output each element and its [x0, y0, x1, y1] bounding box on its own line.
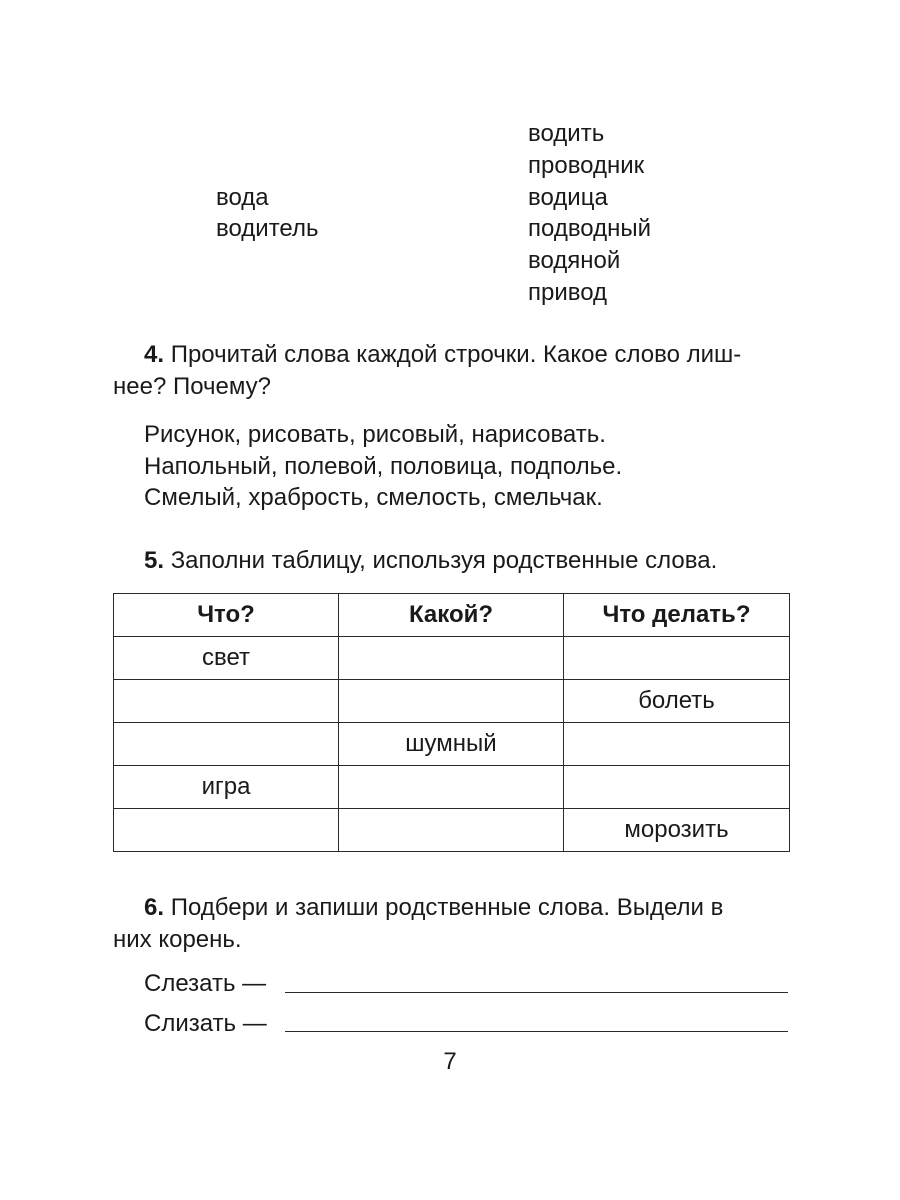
table-row — [114, 723, 790, 766]
task-text: Заполни таблицу, используя родственные слова. — [170, 547, 718, 574]
table-cell[interactable] — [339, 680, 564, 723]
table-cell[interactable] — [114, 723, 339, 766]
table-cell[interactable]: игра — [114, 766, 339, 809]
column-header: Какой? — [339, 594, 564, 637]
table-row — [114, 766, 790, 809]
column-header: Что? — [114, 594, 339, 637]
fill-label: Слезать — — [144, 970, 267, 997]
word-table — [113, 593, 790, 852]
page-number: 7 — [443, 1048, 457, 1075]
word-right: привод — [528, 279, 608, 306]
word-row: Напольный, полевой, половица, подполье. — [144, 453, 623, 480]
table-cell[interactable]: морозить — [564, 809, 790, 852]
task-6-instruction-line1 — [144, 892, 723, 924]
table-cell[interactable] — [114, 809, 339, 852]
task-number: 5. — [144, 547, 165, 574]
task-text: Подбери и запиши родственные слова. Выдели в — [170, 894, 724, 921]
table-cell[interactable] — [564, 637, 790, 680]
table-cell[interactable]: свет — [114, 637, 339, 680]
table-cell[interactable] — [339, 637, 564, 680]
task-number: 6. — [144, 894, 165, 921]
word-row: Рисунок, рисовать, рисовый, нарисовать. — [144, 421, 606, 448]
table-row — [114, 680, 790, 723]
table-row — [114, 809, 790, 852]
word-left: водитель — [216, 215, 319, 242]
table-cell[interactable] — [339, 809, 564, 852]
table-cell[interactable] — [114, 680, 339, 723]
table-cell[interactable]: шумный — [339, 723, 564, 766]
task-5-instruction — [144, 545, 717, 577]
answer-line[interactable] — [285, 1031, 788, 1032]
answer-line[interactable] — [285, 992, 788, 993]
column-header: Что делать? — [564, 594, 790, 637]
fill-label: Слизать — — [144, 1010, 267, 1037]
word-right: водяной — [528, 247, 621, 274]
table-row — [114, 637, 790, 680]
task-number: 4. — [144, 341, 165, 368]
task-4-instruction-line2: нее? Почему? — [113, 373, 272, 400]
table-cell[interactable] — [564, 766, 790, 809]
table-header-row — [114, 594, 790, 637]
word-right: подводный — [528, 215, 652, 242]
table-cell[interactable] — [339, 766, 564, 809]
table-cell[interactable]: болеть — [564, 680, 790, 723]
word-left: вода — [216, 184, 269, 211]
word-right: водить — [528, 120, 605, 147]
word-right: водица — [528, 184, 608, 211]
task-text: Прочитай слова каждой строчки. Какое слово лиш- — [170, 341, 742, 368]
task-4-instruction-line1 — [144, 339, 741, 371]
task-6-instruction-line2: них корень. — [113, 926, 242, 953]
table-cell[interactable] — [564, 723, 790, 766]
word-row: Смелый, храбрость, смелость, смельчак. — [144, 484, 603, 511]
word-right: проводник — [528, 152, 645, 179]
